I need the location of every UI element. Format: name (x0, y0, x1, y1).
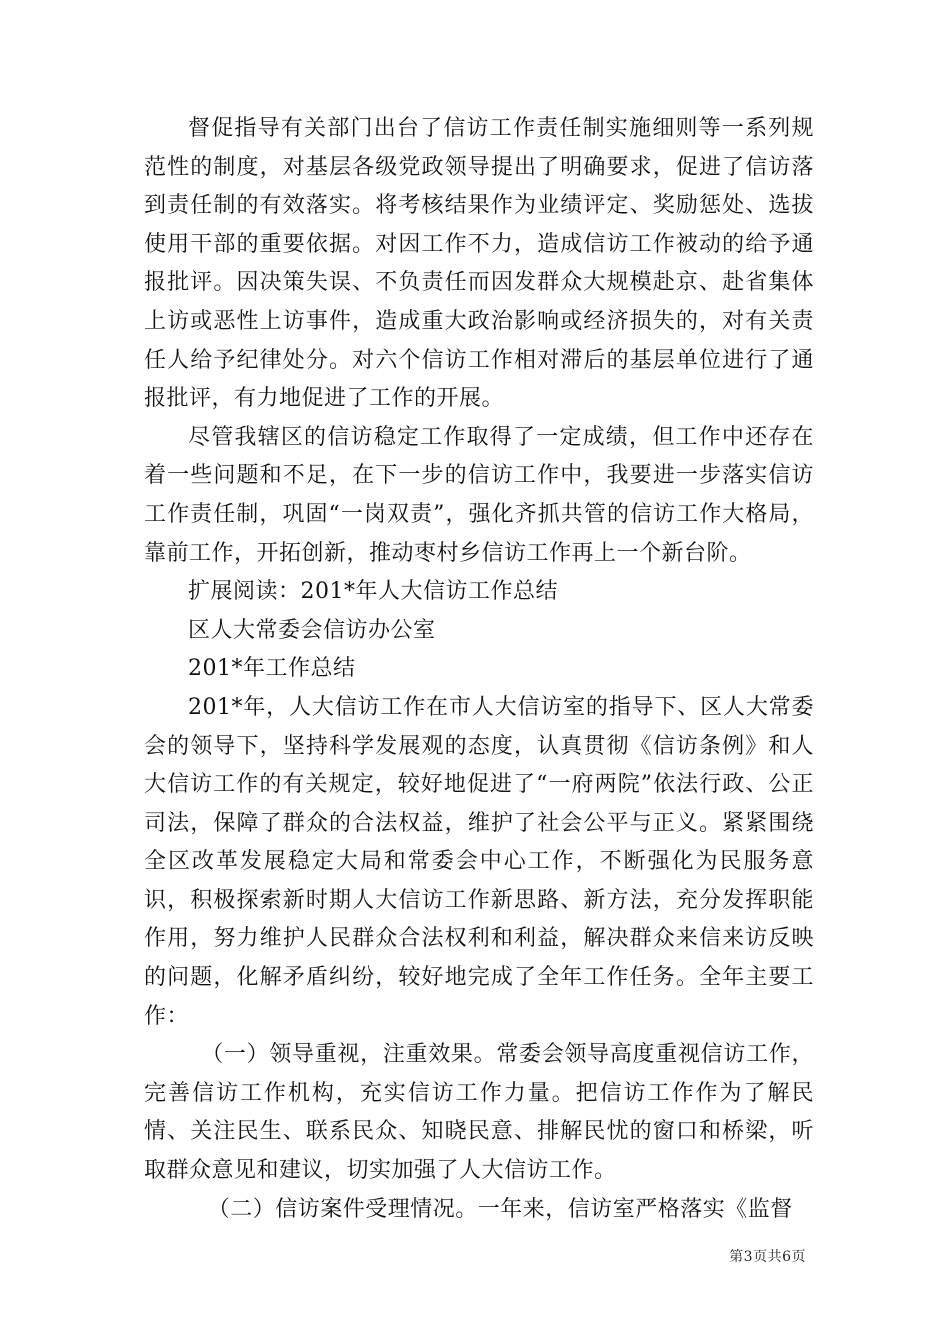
paragraph-section-one: （一）领导重视，注重效果。常委会领导高度重视信访工作，完善信访工作机构，充实信访工作力量。把信访工作作为了解民情、关注民生、联系民众、知晓民意、排解民忧的窗口和桥梁，听取群众意见和建议，切实加强了人大信访工作。 (144, 1042, 814, 1184)
summary-title-heading: 201*年工作总结 (188, 656, 356, 682)
paragraph-section-two: （二）信访案件受理情况。一年来，信访室严格落实《监督 (207, 1196, 793, 1222)
office-name-heading: 区人大常委会信访办公室 (188, 617, 436, 643)
paragraph-responsibility-system: 督促指导有关部门出台了信访工作责任制实施细则等一系列规范性的制度，对基层各级党政领导提出了明确要求，促进了信访落到责任制的有效落实。将考核结果作为业绩评定、奖励惩处、选拔使用干部的重要依据。对因工作不力，造成信访工作被动的给予通报批评。因决策失误、不负责任而因发群众大规模赴京、赴省集体上访或恶性上访事件，造成重大政治影响或经济损失的，对有关责任人给予纪律处分。对六个信访工作相对滞后的基层单位进行了通报批评，有力地促进了工作的开展。 (144, 116, 814, 412)
paragraph-annual-overview: 201*年，人大信访工作在市人大信访室的指导下、区人大常委会的领导下，坚持科学发展观的态度，认真贯彻《信访条例》和人大信访工作的有关规定，较好地促进了“一府两院”依法行政、公正司法，保障了群众的合法权益，维护了社会公平与正义。紧紧围绕全区改革发展稳定大局和常委会中心工作，不断强化为民服务意识，积极探索新时期人大信访工作新思路、新方法，充分发挥职能作用，努力维护人民群众合法权利和利益，解决群众来信来访反映的问题，化解矛盾纠纷，较好地完成了全年工作任务。全年主要工作： (144, 694, 814, 1029)
page-number-footer: 第3页共6页 (729, 1249, 806, 1265)
extended-reading-heading: 扩展阅读：201*年人大信访工作总结 (188, 579, 558, 605)
document-body (144, 110, 814, 1229)
paragraph-achievements-and-next-steps: 尽管我辖区的信访稳定工作取得了一定成绩，但工作中还存在着一些问题和不足，在下一步的信访工作中，我要进一步落实信访工作责任制，巩固“一岗双责”，强化齐抓共管的信访工作大格局，靠前工作，开拓创新，推动枣村乡信访工作再上一个新台阶。 (144, 424, 814, 566)
